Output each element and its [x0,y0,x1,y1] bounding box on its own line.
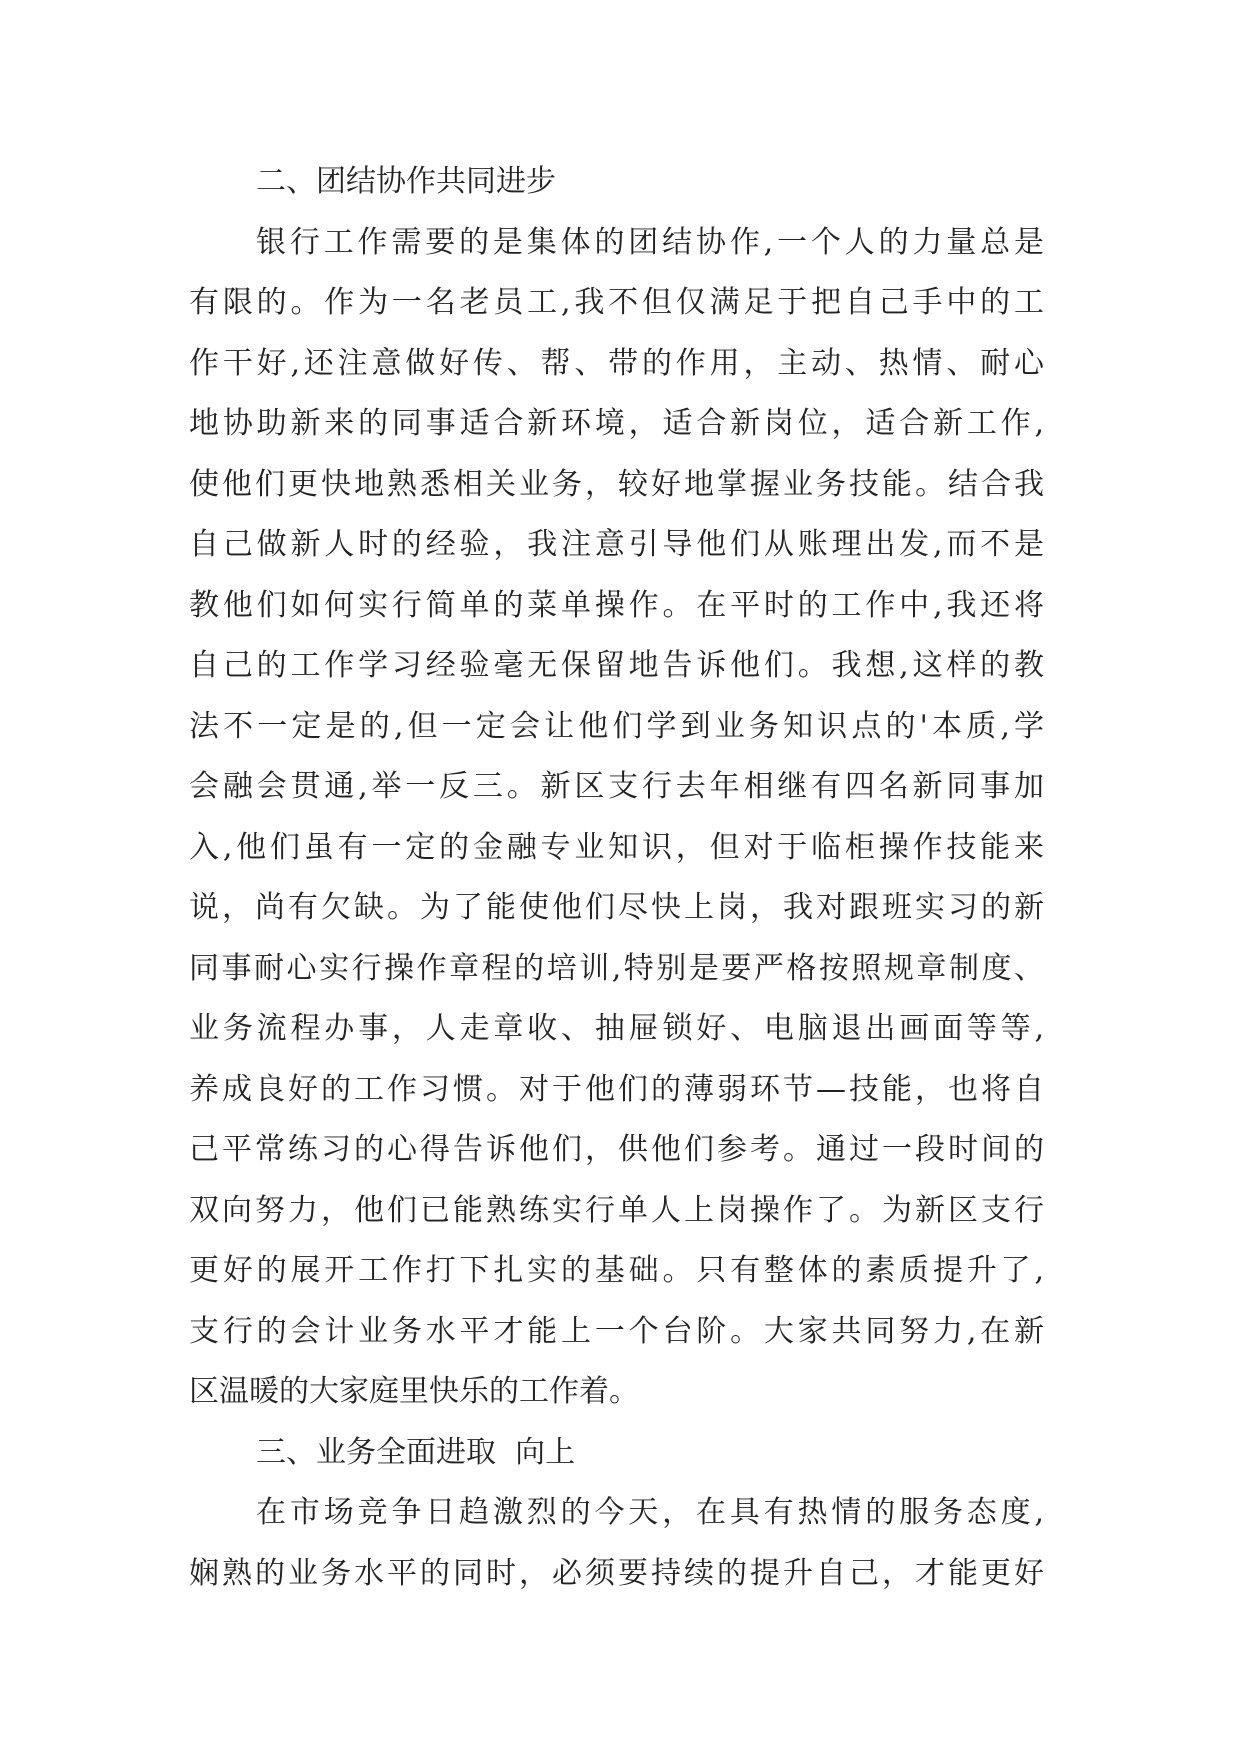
paragraph-line: 入,他们虽有一定的金融专业知识，但对于临柜操作技能来 [189,829,1044,865]
section-heading-2: 二、团结协作共同进步 [256,164,556,199]
paragraph-line: 说，尚有欠缺。为了能使他们尽快上岗，我对跟班实习的新 [189,890,1044,925]
paragraph-line: 业务流程办事，人走章收、抽屉锁好、电脑退出画面等等, [189,1011,1044,1046]
paragraph-line: 自己的工作学习经验毫无保留地告诉他们。我想,这样的教 [189,648,1044,683]
paragraph-line: 双向努力，他们已能熟练实行单人上岗操作了。为新区支行 [189,1192,1044,1228]
paragraph-line: 区温暖的大家庭里快乐的工作着。 [189,1374,639,1409]
paragraph-line: 法不一定是的,但一定会让他们学到业务知识点的'本质,学 [189,708,1044,744]
document-body [189,152,1044,1604]
paragraph-line: 地协助新来的同事适合新环境，适合新岗位，适合新工作, [189,406,1044,441]
paragraph-line: 银行工作需要的是集体的团结协作,一个人的力量总是 [256,224,1044,260]
paragraph-line: 更好的展开工作打下扎实的基础。只有整体的素质提升了, [189,1253,1044,1288]
paragraph-business [189,1483,1044,1604]
section-heading-3: 三、业务全面进取 向上 [256,1434,576,1470]
paragraph-teamwork [189,213,1044,1423]
paragraph-line: 使他们更快地熟悉相关业务，较好地掌握业务技能。结合我 [189,466,1044,502]
paragraph-line: 娴熟的业务水平的同时，必须要持续的提升自己，才能更好 [189,1555,1044,1591]
paragraph-line: 作干好,还注意做好传、帮、带的作用，主动、热情、耐心 [189,345,1044,381]
paragraph-line: 养成良好的工作习惯。对于他们的薄弱环节—技能，也将自 [189,1071,1044,1107]
paragraph-line: 自己做新人时的经验，我注意引导他们从账理出发,而不是 [189,527,1044,562]
paragraph-line: 教他们如何实行简单的菜单操作。在平时的工作中,我还将 [189,587,1044,623]
paragraph-line: 会融会贯通,举一反三。新区支行去年相继有四名新同事加 [189,769,1044,804]
paragraph-line: 有限的。作为一名老员工,我不但仅满足于把自己手中的工 [189,285,1044,320]
paragraph-line: 支行的会计业务水平才能上一个台阶。大家共同努力,在新 [189,1313,1044,1349]
paragraph-line: 在市场竞争日趋激烈的今天，在具有热情的服务态度, [256,1495,1044,1530]
paragraph-line: 同事耐心实行操作章程的培训,特别是要严格按照规章制度、 [189,950,1044,986]
paragraph-line: 己平常练习的心得告诉他们，供他们参考。通过一段时间的 [189,1132,1044,1167]
